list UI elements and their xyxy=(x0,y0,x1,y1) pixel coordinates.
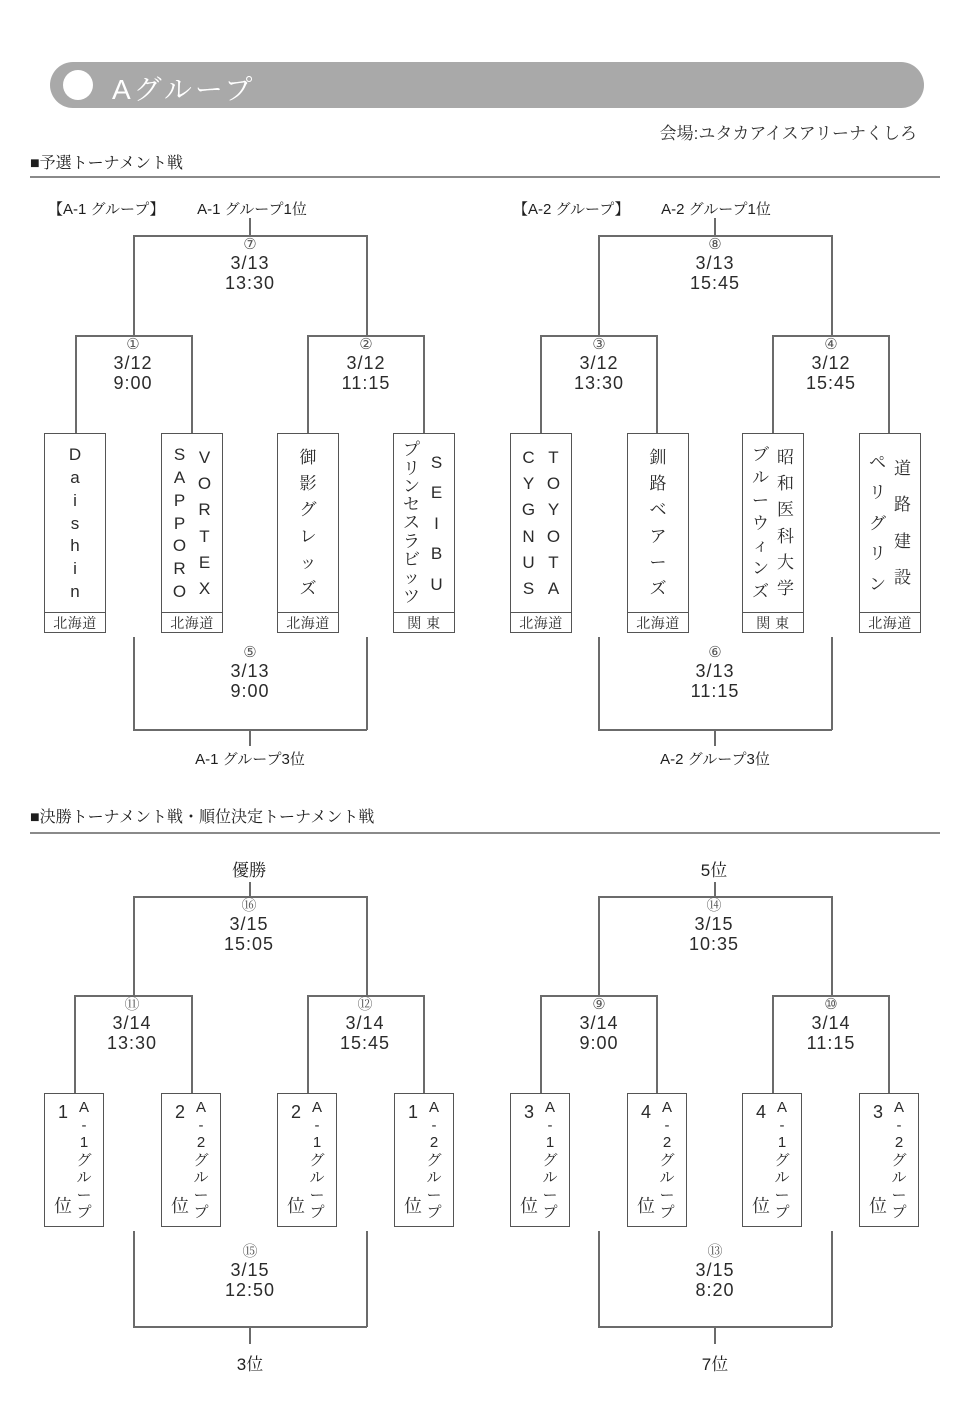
match-3 xyxy=(554,336,644,393)
seed-rank xyxy=(637,1100,655,1220)
bracket-line xyxy=(772,335,774,433)
bracket-line xyxy=(598,896,600,995)
a2-group-label: 【A-2 グループ】 xyxy=(513,201,630,218)
match-12 xyxy=(320,996,410,1053)
match-time: 11:15 xyxy=(690,681,740,701)
match-number: ⑪ xyxy=(124,996,140,1013)
seed-box-a1-2nd xyxy=(277,1093,337,1227)
region-badge: 北海道 xyxy=(511,612,571,632)
bracket-line xyxy=(366,637,368,730)
bracket-line xyxy=(249,1326,251,1344)
match-6 xyxy=(670,644,760,701)
match-date: 3/14 xyxy=(811,1013,851,1033)
bracket-line xyxy=(133,235,135,335)
match-11 xyxy=(87,996,177,1053)
team-name-column: ペ リ グ リ ン xyxy=(869,452,886,594)
bracket-line xyxy=(598,1231,600,1327)
team-box-daishin xyxy=(44,433,106,633)
match-number: ⑥ xyxy=(708,644,722,661)
team-name-column: T O Y O T A xyxy=(546,448,561,598)
region-badge: 北海道 xyxy=(45,612,105,632)
seed-rank-suffix: 位 xyxy=(287,1196,305,1216)
team-box-mikage-greds xyxy=(277,433,339,633)
bracket-line xyxy=(191,995,193,1093)
match-14 xyxy=(669,897,759,954)
match-number: ⑫ xyxy=(357,996,373,1013)
seed-rank-suffix: 位 xyxy=(54,1196,72,1216)
match-number: ⑦ xyxy=(243,236,257,253)
match-date: 3/13 xyxy=(695,661,735,681)
match-9 xyxy=(554,996,644,1053)
section-divider xyxy=(30,832,940,834)
match-number: ⑩ xyxy=(824,996,838,1013)
seed-group-column: A - 1 グ ル ー プ xyxy=(542,1099,558,1221)
team-name-column: 釧 路 ベ ア ー ズ xyxy=(649,448,667,598)
match-date: 3/13 xyxy=(230,253,270,273)
bracket-line xyxy=(191,335,193,433)
team-name xyxy=(394,434,454,612)
team-box-doro-kensetsu-peregrine xyxy=(859,433,921,633)
bracket-line xyxy=(249,729,251,746)
seed-rank-suffix: 位 xyxy=(404,1196,422,1216)
match-number: ④ xyxy=(824,336,838,353)
team-box-kushiro-bears xyxy=(627,433,689,633)
team-name xyxy=(511,434,571,612)
bracket-line xyxy=(366,235,368,335)
match-16 xyxy=(204,897,294,954)
match-time: 10:35 xyxy=(688,934,740,954)
bracket-line xyxy=(598,637,600,730)
bracket-line xyxy=(888,335,890,433)
seed-rank xyxy=(287,1100,305,1220)
match-time: 15:45 xyxy=(805,373,857,393)
bracket-line xyxy=(540,335,542,433)
champion-label: 優勝 xyxy=(232,861,266,880)
match-time: 9:00 xyxy=(579,1033,619,1053)
team-name-column: 道 路 建 設 xyxy=(894,458,911,588)
match-number: ⑯ xyxy=(241,897,257,914)
match-number: ① xyxy=(126,336,140,353)
bracket-line xyxy=(714,218,716,236)
bracket-line xyxy=(598,235,600,335)
bracket-line xyxy=(249,882,251,897)
team-name xyxy=(278,434,338,612)
team-name xyxy=(860,434,920,612)
bracket-line xyxy=(75,335,77,433)
match-time: 13:30 xyxy=(224,273,276,293)
team-box-seibu-princess-rabbits xyxy=(393,433,455,633)
match-date: 3/15 xyxy=(230,1260,270,1280)
bracket-line xyxy=(772,995,774,1093)
match-number: ⑤ xyxy=(243,644,257,661)
match-time: 11:15 xyxy=(341,373,391,393)
bracket-line xyxy=(656,995,658,1093)
match-13 xyxy=(670,1243,760,1300)
bracket-line xyxy=(423,335,425,433)
bracket-line xyxy=(831,896,833,995)
seed-box-a2-2nd xyxy=(161,1093,221,1227)
bracket-line xyxy=(714,729,716,746)
seed-rank xyxy=(752,1100,770,1220)
match-10 xyxy=(786,996,876,1053)
region-badge: 北海道 xyxy=(162,612,222,632)
team-name-column: プ リ ン セ ス ラ ビ ッ ツ xyxy=(403,440,420,606)
bracket-line xyxy=(366,1231,368,1327)
seed-rank xyxy=(520,1100,538,1220)
team-name-column: S A P P O R O xyxy=(172,444,187,602)
seed-rank-suffix: 位 xyxy=(869,1196,887,1216)
seed-group-column: A - 1 グ ル ー プ xyxy=(774,1099,790,1221)
match-1 xyxy=(88,336,178,393)
a1-first-place-label: A-1 グループ1位 xyxy=(197,201,307,218)
match-7 xyxy=(205,236,295,293)
match-time: 15:45 xyxy=(339,1033,391,1053)
bracket-line xyxy=(540,995,542,1093)
bracket-line xyxy=(366,896,368,995)
bracket-line xyxy=(423,995,425,1093)
team-name-column: 昭 和 医 科 大 学 xyxy=(777,448,794,598)
bracket-line xyxy=(831,235,833,335)
seed-rank-suffix: 位 xyxy=(752,1196,770,1216)
match-time: 13:30 xyxy=(106,1033,158,1053)
seed-rank-number: 4 xyxy=(640,1102,651,1122)
bracket-line xyxy=(249,218,251,236)
seed-group-column: A - 1 グ ル ー プ xyxy=(76,1099,92,1221)
seed-rank-suffix: 位 xyxy=(171,1196,189,1216)
region-badge: 北海道 xyxy=(860,612,920,632)
bracket-line xyxy=(133,1231,135,1327)
seed-box-a2-3rd xyxy=(859,1093,919,1227)
match-number: ⑨ xyxy=(592,996,606,1013)
seed-group-column: A - 1 グ ル ー プ xyxy=(309,1099,325,1221)
seed-rank xyxy=(54,1100,72,1220)
seed-box-a1-3rd xyxy=(510,1093,570,1227)
a1-third-place-label: A-1 グループ3位 xyxy=(195,751,305,768)
team-name xyxy=(162,434,222,612)
venue-label: 会場:ユタカアイスアリーナくしろ xyxy=(659,124,917,143)
match-date: 3/12 xyxy=(346,353,386,373)
a1-group-label: 【A-1 グループ】 xyxy=(48,201,165,218)
match-date: 3/15 xyxy=(695,1260,735,1280)
match-date: 3/13 xyxy=(695,253,735,273)
seed-group-column: A - 2 グ ル ー プ xyxy=(426,1099,442,1221)
seed-box-a2-1st xyxy=(394,1093,454,1227)
match-time: 9:00 xyxy=(230,681,270,701)
seed-box-a1-4th xyxy=(742,1093,802,1227)
match-time: 15:45 xyxy=(689,273,741,293)
seed-box-a2-4th xyxy=(627,1093,687,1227)
match-time: 11:15 xyxy=(806,1033,856,1053)
region-badge: 北海道 xyxy=(628,612,688,632)
match-date: 3/14 xyxy=(345,1013,385,1033)
match-number: ② xyxy=(359,336,373,353)
bracket-line xyxy=(656,335,658,433)
group-title: Aグループ xyxy=(112,74,256,105)
seventh-place-label: 7位 xyxy=(701,1355,729,1374)
team-name xyxy=(45,434,105,612)
seed-group-column: A - 2 グ ル ー プ xyxy=(659,1099,675,1221)
a2-third-place-label: A-2 グループ3位 xyxy=(660,751,770,768)
seed-group-column: A - 2 グ ル ー プ xyxy=(891,1099,907,1221)
bracket-line xyxy=(133,896,135,995)
match-4 xyxy=(786,336,876,393)
seed-rank-number: 2 xyxy=(174,1102,185,1122)
bracket-line xyxy=(307,335,309,433)
seed-group-column: A - 2 グ ル ー プ xyxy=(193,1099,209,1221)
bracket-line xyxy=(714,1326,716,1344)
third-place-label: 3位 xyxy=(236,1355,264,1374)
match-15 xyxy=(205,1243,295,1300)
region-badge: 関 東 xyxy=(394,612,454,632)
team-name xyxy=(628,434,688,612)
team-box-showa-medical-blue-winds xyxy=(742,433,804,633)
team-name-column: 御 影 グ レ ッ ズ xyxy=(299,448,317,598)
seed-rank xyxy=(404,1100,422,1220)
match-date: 3/12 xyxy=(811,353,851,373)
seed-rank-number: 2 xyxy=(290,1102,301,1122)
match-date: 3/14 xyxy=(579,1013,619,1033)
team-name-column: V O R T E X xyxy=(197,448,212,598)
region-badge: 北海道 xyxy=(278,612,338,632)
match-time: 9:00 xyxy=(113,373,153,393)
seed-rank-number: 1 xyxy=(407,1102,418,1122)
seed-rank-number: 3 xyxy=(523,1102,534,1122)
bracket-line xyxy=(831,1231,833,1327)
match-time: 15:05 xyxy=(223,934,275,954)
match-time: 13:30 xyxy=(573,373,625,393)
bracket-line xyxy=(307,995,309,1093)
match-number: ③ xyxy=(592,336,606,353)
match-time: 8:20 xyxy=(695,1280,735,1300)
match-number: ⑮ xyxy=(242,1243,258,1260)
match-date: 3/15 xyxy=(694,914,734,934)
match-number: ⑬ xyxy=(707,1243,723,1260)
team-name-column: S E I B U xyxy=(430,452,443,594)
bracket-line xyxy=(888,995,890,1093)
match-date: 3/14 xyxy=(112,1013,152,1033)
fifth-place-label: 5位 xyxy=(700,861,728,880)
match-number: ⑭ xyxy=(706,897,722,914)
seed-rank xyxy=(171,1100,189,1220)
match-date: 3/13 xyxy=(230,661,270,681)
bracket-line xyxy=(714,882,716,897)
seed-rank xyxy=(869,1100,887,1220)
team-box-vortex-sapporo xyxy=(161,433,223,633)
match-2 xyxy=(321,336,411,393)
team-name-column: ブ ル ー ウ ィ ン ズ xyxy=(752,444,769,602)
bracket-line xyxy=(133,637,135,730)
match-date: 3/12 xyxy=(579,353,619,373)
seed-rank-number: 3 xyxy=(872,1102,883,1122)
seed-rank-number: 4 xyxy=(755,1102,766,1122)
region-badge: 関 東 xyxy=(743,612,803,632)
team-box-toyota-cygnus xyxy=(510,433,572,633)
match-8 xyxy=(670,236,760,293)
match-number: ⑧ xyxy=(708,236,722,253)
match-date: 3/15 xyxy=(229,914,269,934)
section-divider xyxy=(30,176,940,178)
seed-box-a1-1st xyxy=(44,1093,104,1227)
match-5 xyxy=(205,644,295,701)
team-name-column: C Y G N U S xyxy=(521,448,536,598)
team-name xyxy=(743,434,803,612)
seed-rank-suffix: 位 xyxy=(520,1196,538,1216)
team-name-column: D a i s h i n xyxy=(68,444,82,602)
section-heading-prelim: ■予選トーナメント戦 xyxy=(30,155,184,172)
a2-first-place-label: A-2 グループ1位 xyxy=(661,201,771,218)
seed-rank-number: 1 xyxy=(57,1102,68,1122)
group-banner xyxy=(50,62,924,108)
section-heading-final: ■決勝トーナメント戦・順位決定トーナメント戦 xyxy=(30,809,375,826)
match-time: 12:50 xyxy=(224,1280,276,1300)
bracket-line xyxy=(831,637,833,730)
bracket-line xyxy=(74,995,76,1093)
match-date: 3/12 xyxy=(113,353,153,373)
seed-rank-suffix: 位 xyxy=(637,1196,655,1216)
bullet-circle-icon xyxy=(63,70,93,100)
